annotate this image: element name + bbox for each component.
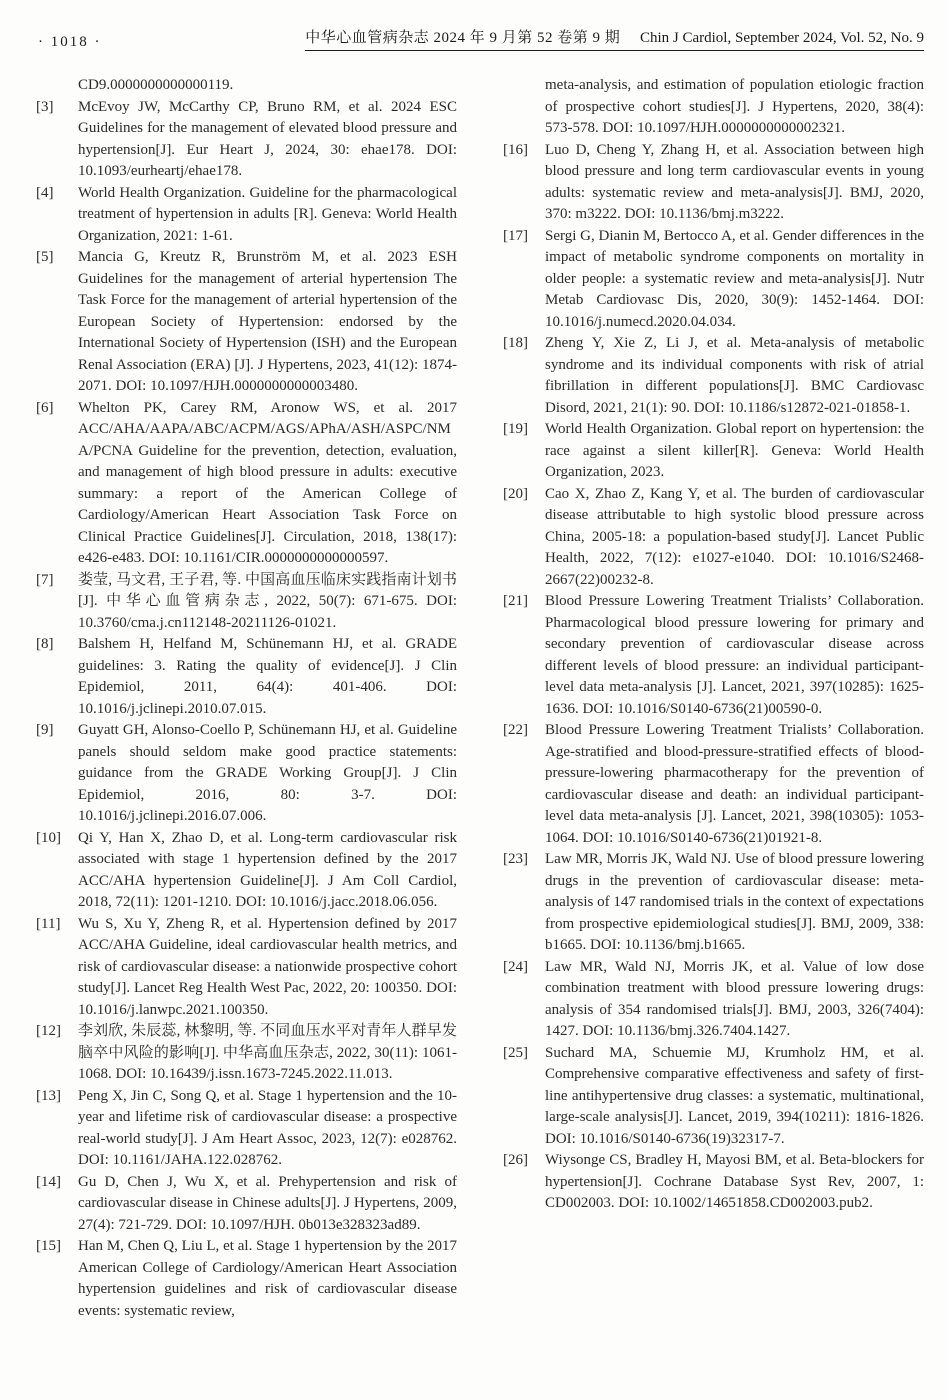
reference-number: [13] [36, 1087, 61, 1104]
reference-number: [12] [36, 1023, 61, 1039]
reference-text: CD9.0000000000000119. [78, 77, 234, 93]
reference-item [36, 570, 457, 635]
reference-number: [14] [36, 1173, 61, 1190]
reference-number: [22] [503, 722, 528, 738]
reference-text: Wiysonge CS, Bradley H, Mayosi BM, et al. Beta-blockers for hypertension[J]. Cochrane Database Syst Rev, 2007, 1: CD002003. DOI: 10.1002/14651858.CD002003.pub2. [545, 1152, 924, 1211]
reference-text: Balshem H, Helfand M, Schünemann HJ, et al. GRADE guidelines: 3. Rating the quality of evidence[J]. J Clin Epidemiol, 2011, 64(4): 401-406. DOI: 10.1016/j.jclinepi.2010.07.015. [78, 636, 457, 717]
reference-text: World Health Organization. Guideline for the pharmacological treatment of hypertension in adults [R]. Geneva: World Health Organization, 2021: 1-61. [78, 184, 457, 244]
reference-text: Law MR, Wald NJ, Morris JK, et al. Value of low dose combination treatment with blood pressure lowering drugs: analysis of 354 randomised trials[J]. BMJ, 2003, 326(7404): 1427. DOI: 10.1136/bmj.326.7404.1427. [545, 958, 924, 1039]
reference-text: Zheng Y, Xie Z, Li J, et al. Meta-analysis of metabolic syndrome and its individual components with risk of atrial fibrillation in different populations[J]. BMC Cardiovasc Disord, 2021, 21(1): 90. DOI: 10.1186/s12872-021-01858-1. [545, 335, 924, 416]
reference-number: [21] [503, 593, 528, 609]
running-head [305, 26, 924, 51]
reference-text: Wu S, Xu Y, Zheng R, et al. Hypertension defined by 2017 ACC/AHA Guideline, ideal cardiovascular health metrics, and risk of cardiovascular disease: a nationwide prospective cohort study[J]. Lancet Reg Health West Pac, 2022, 20: 100350. DOI: 10.1016/j.lanwpc.2021.100350. [78, 915, 457, 1018]
reference-item [36, 398, 457, 570]
references-column-right [503, 75, 924, 1322]
reference-number: [3] [36, 98, 54, 115]
reference-text: McEvoy JW, McCarthy CP, Bruno RM, et al. 2024 ESC Guidelines for the management of elevated blood pressure and hypertension[J]. Eur Heart J, 2024, 30: ehae178. DOI: 10.1093/eurheartj/ehae178. [78, 98, 457, 179]
reference-item [36, 183, 457, 248]
reference-item [36, 828, 457, 914]
reference-number: [25] [503, 1044, 528, 1061]
page-header [0, 0, 948, 51]
reference-text: Law MR, Morris JK, Wald NJ. Use of blood pressure lowering drugs in the prevention of cardiovascular disease: meta-analysis of 147 randomised trials in the context of expectations from prospective epidemiological studies[J]. BMJ, 2009, 338: b1665. DOI: 10.1136/bmj.b1665. [545, 851, 924, 953]
reference-number: [19] [503, 421, 528, 437]
reference-item [503, 591, 924, 720]
reference-number: [26] [503, 1152, 528, 1168]
reference-item [36, 720, 457, 828]
reference-item [503, 419, 924, 484]
reference-text: Luo D, Cheng Y, Zhang H, et al. Association between high blood pressure and long term cardiovascular events in young adults: systematic review and meta-analysis[J]. BMJ, 2020, 370: m3222. DOI: 10.1136/bmj.m3222. [545, 141, 924, 222]
reference-text: Guyatt GH, Alonso-Coello P, Schünemann HJ, et al. Guideline panels should seldom make good practice statements: guidance from the GRADE Working Group[J]. J Clin Epidemiol, 2016, 80: 3-7. DOI: 10.1016/j.jclinepi.2016.07.006. [78, 722, 457, 824]
reference-item [503, 140, 924, 226]
reference-number: [17] [503, 227, 528, 244]
reference-item [36, 97, 457, 183]
reference-item [36, 1172, 457, 1237]
page-number: · 1018 · [38, 34, 102, 50]
reference-number: [23] [503, 851, 528, 867]
reference-number: [5] [36, 249, 54, 265]
reference-number: [8] [36, 636, 54, 652]
reference-item [503, 75, 924, 140]
reference-item [36, 247, 457, 398]
reference-item [36, 75, 457, 97]
reference-number: [10] [36, 829, 61, 846]
reference-item [503, 849, 924, 957]
references-column-left [36, 75, 457, 1322]
reference-item [503, 1043, 924, 1151]
reference-number: [24] [503, 958, 528, 975]
reference-text: 娄莹, 马文君, 王子君, 等. 中国高血压临床实践指南计划书[J]. 中华心血管病杂志, 2022, 50(7): 671-675. DOI: 10.3760/cma.j.cn112148-20211126-01021. [78, 571, 457, 631]
reference-text: Whelton PK, Carey RM, Aronow WS, et al. 2017 ACC/AHA/AAPA/ABC/ACPM/AGS/APhA/ASH/ASPC/NMA/PCNA Guideline for the prevention, detection, evaluation, and management of high blood pressure in adults: executive summary: a report of the American College of Cardiology/American Heart Association Task Force on Clinical Practice Guidelines[J]. Circulation, 2018, 138(17): e426-e483. DOI: 10.1161/CIR.0000000000000597. [78, 399, 457, 566]
reference-number: [16] [503, 141, 528, 158]
reference-item [503, 226, 924, 334]
reference-text: meta-analysis, and estimation of population etiologic fraction of prospective cohort studies[J]. J Hypertens, 2020, 38(4): 573-578. DOI: 10.1097/HJH.0000000000002321. [545, 77, 924, 136]
reference-number: [15] [36, 1238, 61, 1254]
reference-text: Gu D, Chen J, Wu X, et al. Prehypertension and risk of cardiovascular disease in Chinese adults[J]. J Hypertens, 2009, 27(4): 721-729. DOI: 10.1097/HJH. 0b013e328323ad89. [78, 1173, 457, 1233]
reference-number: [7] [36, 571, 54, 588]
journal-title-chinese: 中华心血管病杂志 2024 年 9 月第 52 卷第 9 期 [305, 30, 621, 46]
reference-text: Suchard MA, Schuemie MJ, Krumholz HM, et al. Comprehensive comparative effectiveness and safety of first-line antihypertensive drug classes: a systematic, multinational, large-scale analysis[J]. Lancet, 2019, 394(10211): 1816-1826. DOI: 10.1016/S0140-6736(19)32317-7. [545, 1044, 924, 1147]
reference-text: Blood Pressure Lowering Treatment Trialists’ Collaboration. Age-stratified and blood-pressure-stratified effects of blood-pressure-lowering pharmacotherapy for the prevention of cardiovascular disease and death: an individual participant-level data meta-analysis [J]. Lancet, 2021, 398(10305): 1053-1064. DOI: 10.1016/S0140-6736(21)01921-8. [545, 722, 924, 846]
reference-text: 李刘欣, 朱辰蕊, 林黎明, 等. 不同血压水平对青年人群早发脑卒中风险的影响[J]. 中华高血压杂志, 2022, 30(11): 1061-1068. DOI: 10.16439/j.issn.1673-7245.2022.11.013. [78, 1023, 457, 1082]
reference-text: World Health Organization. Global report on hypertension: the race against a silent killer[R]. Geneva: World Health Organization, 2023. [545, 421, 924, 480]
reference-number: [11] [36, 915, 61, 932]
reference-item [36, 1086, 457, 1172]
reference-number: [20] [503, 485, 528, 502]
reference-text: Sergi G, Dianin M, Bertocco A, et al. Gender differences in the impact of metabolic syndrome components on mortality in older people: a systematic review and meta-analysis[J]. Nutr Metab Cardiovasc Dis, 2020, 30(9): 1452-1464. DOI: 10.1016/j.numecd.2020.04.034. [545, 227, 924, 330]
reference-item [503, 333, 924, 419]
journal-title-english: Chin J Cardiol, September 2024, Vol. 52, No. 9 [639, 30, 924, 46]
reference-text: Peng X, Jin C, Song Q, et al. Stage 1 hypertension and the 10-year and lifetime risk of cardiovascular disease: a prospective real-world study[J]. J Am Heart Assoc, 2023, 12(7): e028762. DOI: 10.1161/JAHA.122.028762. [78, 1087, 457, 1168]
reference-item [36, 1236, 457, 1322]
reference-text: Mancia G, Kreutz R, Brunström M, et al. 2023 ESH Guidelines for the management of arterial hypertension The Task Force for the management of arterial hypertension of the European Society of Hypertension: endorsed by the International Society of Hypertension (ISH) and the European Renal Association (ERA) [J]. J Hypertens, 2023, 41(12): 1874-2071. DOI: 10.1097/HJH.0000000000003480. [78, 249, 457, 394]
reference-number: [9] [36, 722, 54, 738]
reference-text: Cao X, Zhao Z, Kang Y, et al. The burden of cardiovascular disease attributable to high systolic blood pressure across China, 2005-18: a population-based study[J]. Lancet Public Health, 2022, 7(12): e1027-e1040. DOI: 10.1016/S2468-2667(22)00232-8. [545, 485, 924, 588]
reference-item [503, 720, 924, 849]
reference-columns [0, 51, 948, 1322]
reference-text: Qi Y, Han X, Zhao D, et al. Long-term cardiovascular risk associated with stage 1 hypertension defined by the 2017 ACC/AHA hypertension Guideline[J]. J Am Coll Cardiol, 2018, 72(11): 1201-1210. DOI: 10.1016/j.jacc.2018.06.056. [78, 829, 457, 910]
reference-number: [18] [503, 335, 528, 351]
reference-item [503, 484, 924, 592]
reference-item [36, 634, 457, 720]
reference-number: [6] [36, 399, 54, 416]
reference-item [36, 914, 457, 1022]
reference-text: Blood Pressure Lowering Treatment Trialists’ Collaboration. Pharmacological blood pressure lowering for primary and secondary prevention of cardiovascular disease across different levels of blood pressure: an individual participant-level data meta-analysis [J]. Lancet, 2021, 397(10285): 1625-1636. DOI: 10.1016/S0140-6736(21)00590-0. [545, 593, 924, 717]
reference-item [36, 1021, 457, 1086]
reference-item [503, 957, 924, 1043]
reference-text: Han M, Chen Q, Liu L, et al. Stage 1 hypertension by the 2017 American College of Cardiology/American Heart Association hypertension guidelines and risk of cardiovascular disease events: systematic review, [78, 1238, 457, 1319]
reference-number: [4] [36, 184, 54, 201]
reference-item [503, 1150, 924, 1215]
